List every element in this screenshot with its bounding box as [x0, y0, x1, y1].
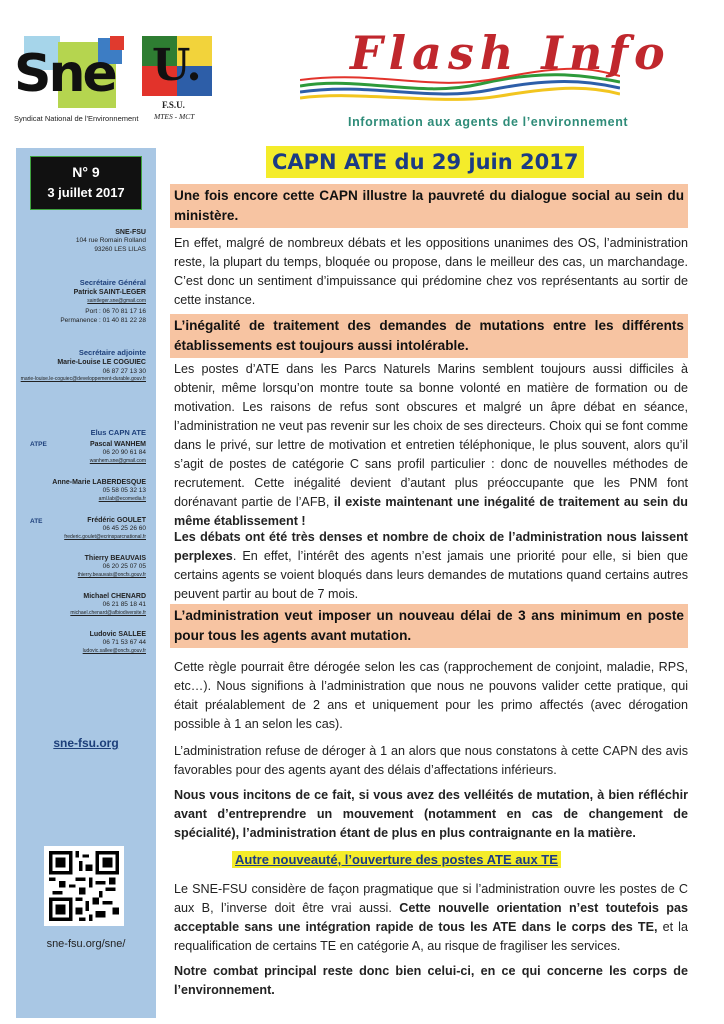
- sne-logo: [14, 34, 139, 123]
- section-1-paragraph: En effet, malgré de nombreux débats et les oppositions unanimes des OS, l’administration reste, la plupart du temps, bloquée ou propose, dans le meilleur des cas, un marchandage. C’est donc un sentiment d’impuissance qui prédomine chez vos représentants au sortir de cette instance.: [174, 236, 688, 307]
- sne-logo-subtitle: Syndicat National de l'Environnement: [14, 114, 139, 123]
- section-4-title: Autre nouveauté, l’ouverture des postes ATE aux TE: [232, 851, 561, 868]
- org-name: SNE-FSU: [115, 229, 146, 236]
- header-tagline: Information aux agents de l’environnement: [348, 115, 629, 129]
- section-4-paragraph-1: [174, 880, 688, 956]
- section-3-paragraph-2: L’administration refuse de déroger à 1 an alors que nous constatons à cette CAPN des avis favorables pour des agents ayant des délais d’affectations inférieurs.: [174, 744, 688, 777]
- section-4-paragraph-2: Notre combat principal reste donc bien celui-ci, en ce qui concerne les corps de l’environnement.: [174, 964, 688, 997]
- section-2-text: Les postes d’ATE dans les Parcs Naturels Marins semblent toujours aussi difficiles à obtenir, même lorsqu’on montre toute sa bonne volonté en matière de formation ou de motivation. Les raisons de refus sont obscures et malgré un âpre débat en séance, l’administration ne veut pas revenir sur les choix de ses directeurs. Choix qui se font comme dans le privé, sur lettre de motivation et entretien téléphonique, le plus souvent, alors qu’il s’agit de postes de catégorie C sans profil particulier : donc de nouvelles méthodes de recrutement. Cette inégalité devient d’autant plus préoccupante que les PNM font dorénavant partie de l’AFB,: [174, 362, 688, 509]
- elu-email[interactable]: wanhem.sne@gmail.com: [89, 458, 146, 465]
- elu-3: [64, 516, 146, 541]
- sa-title: Secrétaire adjointe: [78, 348, 146, 357]
- sa-email[interactable]: marie-louise.le-coguiec@developpement-durable.gouv.fr: [20, 376, 146, 383]
- issue-number: N° 9: [72, 164, 100, 180]
- elu-name: Pascal WANHEM: [89, 441, 146, 448]
- section-4-text-a: Le SNE-FSU considère de façon pragmatique que si l’administration ouvre les postes de C aux B, l’inverse doit être vrai aussi.: [174, 882, 688, 915]
- elu-phone: 06 45 25 26 60: [102, 525, 146, 533]
- address-line-2: 93260 LES LILAS: [94, 246, 146, 254]
- section-4-text-c: et la requalification de certains TE en catégorie A, au risque de fragiliser les services.: [174, 920, 688, 953]
- ate-label: ATE: [30, 518, 43, 525]
- elus-title-block: [91, 428, 146, 438]
- sidebar: [16, 148, 156, 1018]
- elu-email[interactable]: ludovic.sallee@oncfs.gouv.fr: [82, 648, 146, 655]
- elu-phone: 05 58 05 32 13: [102, 487, 146, 495]
- section-2-emphasis: il existe maintenant une inégalité de traitement au sein du même établissement !: [174, 495, 688, 528]
- atpe-label: ATPE: [30, 441, 47, 448]
- elu-phone: 06 71 53 67 44: [102, 639, 146, 647]
- address-block: [76, 228, 146, 255]
- elu-name: Frédéric GOULET: [87, 517, 146, 524]
- fsu-logo-box: [142, 36, 212, 96]
- fsu-logo: [142, 36, 214, 128]
- fsu-logo-letter: U.: [152, 40, 202, 91]
- elu-phone: 06 20 90 61 84: [102, 449, 146, 457]
- elu-email[interactable]: aml.lab@ecomedia.fr: [98, 496, 146, 503]
- elu-name: Anne-Marie LABERDESQUE: [52, 479, 146, 486]
- flash-info-title: Flash Info: [350, 26, 671, 80]
- elu-4: [78, 554, 146, 579]
- sg-block: [60, 278, 146, 326]
- elu-6: [83, 630, 146, 655]
- issue-date: 3 juillet 2017: [47, 185, 125, 200]
- qr-code-icon: [44, 846, 124, 926]
- elus-title: Elus CAPN ATE: [90, 428, 146, 437]
- section-2-paragraph-1: [174, 360, 688, 531]
- elu-name: Thierry BEAUVAIS: [84, 555, 146, 562]
- sa-name: Marie-Louise LE COGUIEC: [57, 359, 146, 367]
- elu-name: Michael CHENARD: [83, 593, 146, 600]
- section-4-emphasis: Cette nouvelle orientation n’est toutefois pas acceptable sans une intégration rapide de tous les ATE dans le corps des TE,: [174, 901, 688, 934]
- sg-name: Patrick SAINT-LEGER: [73, 289, 146, 297]
- fsu-logo-sub: MTES - MCT: [154, 112, 195, 121]
- section-2-p2-text: . En effet, l’intérêt des agents n’est jamais une priorité pour elle, si bien que certains agents se voient bloqués dans leurs demandes de mutations quand certains autres peuvent partir au bout de 7 mois.: [174, 549, 688, 601]
- elu-email[interactable]: thierry.beauvais@oncfs.gouv.fr: [77, 572, 146, 579]
- site-link[interactable]: sne-fsu.org: [53, 736, 119, 750]
- section-2-heading: L’inégalité de traitement des demandes de mutations entre les différents établissements est toujours aussi intolérable.: [170, 314, 688, 358]
- issue-box: [30, 156, 142, 210]
- elu-1: [90, 440, 146, 465]
- address-line-1: 104 rue Romain Rolland: [75, 237, 146, 245]
- section-1-heading: Une fois encore cette CAPN illustre la pauvreté du dialogue social au sein du ministère.: [170, 184, 688, 228]
- section-2-p2-emphasis: Les débats ont été très denses et nombre de choix de l’administration nous laissent perplexes: [174, 530, 688, 563]
- elu-phone: 06 21 85 18 41: [102, 601, 146, 609]
- qr-caption: sne-fsu.org/sne/: [46, 938, 126, 950]
- sa-block: [21, 348, 146, 383]
- elu-email[interactable]: frederic.goulet@ecrinsparcnational.fr: [64, 534, 146, 541]
- sg-port: Port : 06 70 81 17 16: [85, 308, 146, 316]
- elu-email[interactable]: michael.chenard@afbiodiversite.fr: [70, 610, 146, 617]
- sg-title: Secrétaire Général: [79, 278, 146, 287]
- sg-email[interactable]: saintleger.sne@gmail.com: [87, 297, 146, 304]
- sg-perm: Permanence : 01 40 81 22 28: [60, 317, 146, 325]
- elu-5: [70, 592, 146, 617]
- fsu-logo-name: F.S.U.: [162, 100, 185, 110]
- elu-phone: 06 20 25 07 05: [102, 563, 146, 571]
- sne-logo-word: Sne: [14, 44, 115, 104]
- elu-name: Ludovic SALLEE: [89, 631, 146, 638]
- sa-phone: 06 87 27 13 30: [102, 367, 146, 375]
- section-3-paragraph-1: Cette règle pourrait être dérogée selon les cas (rapprochement de conjoint, maladie, RPS, etc…). Nous signifions à l’administration que nous ne pouvons valider cette pratique, qui était préalablement de 2 ans et uniquement pour les primo affectés (avec dérogation possible à 1 an selon les cas).: [174, 660, 688, 731]
- elu-2: [52, 478, 146, 503]
- section-3-paragraph-3: Nous vous incitons de ce fait, si vous avez des velléités de mutation, à bien réfléchir avant d’entreprendre un mouvement (notamment en cas de changement de spécialité), l’administration étant de plus en plus contraignante en la matière.: [174, 788, 688, 840]
- section-3-heading: L’administration veut imposer un nouveau délai de 3 ans minimum en poste pour tous les agents avant mutation.: [170, 604, 688, 648]
- page-title: CAPN ATE du 29 juin 2017: [266, 146, 584, 178]
- section-2-paragraph-2: [174, 528, 688, 604]
